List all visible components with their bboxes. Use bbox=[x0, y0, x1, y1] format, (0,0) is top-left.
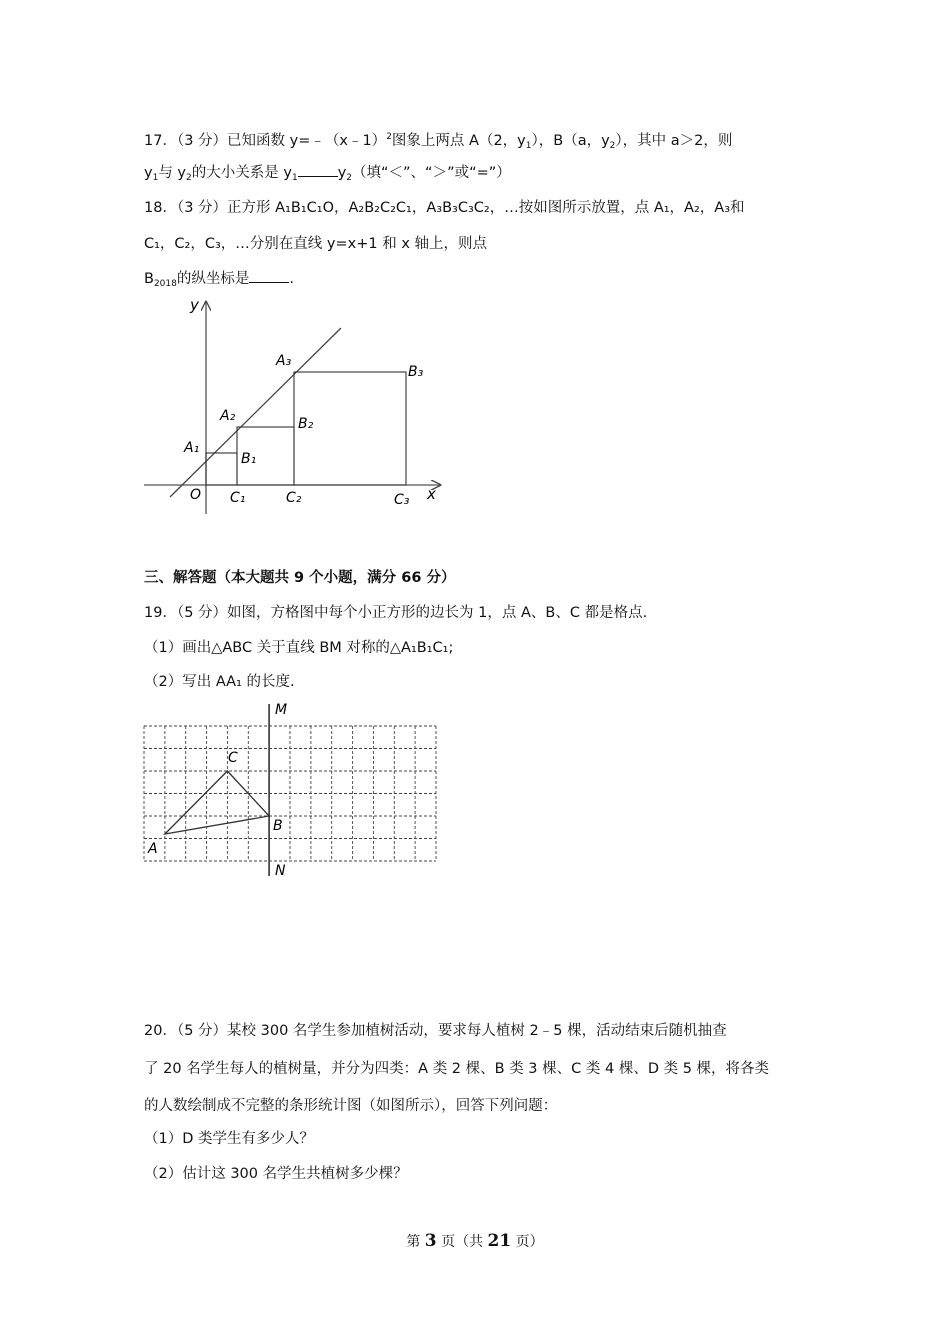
label-A1: A₁ bbox=[184, 440, 200, 456]
label-A3: A₃ bbox=[276, 353, 292, 369]
q17-line2: $y_1$与 $y_2$的大小关系是 $y_1$ $y_2$（填“＜”、“＞”或“=”） bbox=[144, 165, 511, 183]
q18-line3: $B_{2018}$的纵坐标是 . bbox=[144, 271, 294, 289]
label-C1: C₁ bbox=[230, 490, 246, 506]
q20-line3: 的人数绘制成不完整的条形统计图（如图所示），回答下列问题： bbox=[144, 1098, 558, 1114]
label-B1: B₁ bbox=[241, 451, 257, 467]
label-A2: A₂ bbox=[220, 408, 236, 424]
answer-blank bbox=[298, 164, 338, 177]
q19-line2: （1）画出△ABC 关于直线 BM 对称的△A₁B₁C₁; bbox=[144, 640, 454, 656]
label-O: O bbox=[190, 487, 202, 503]
answer-blank bbox=[249, 270, 289, 283]
figure-grid-triangle bbox=[140, 698, 440, 883]
page-footer: 第 3 页（共 21 页） bbox=[406, 1231, 544, 1251]
q19-line3: （2）写出 AA₁ 的长度. bbox=[144, 674, 295, 690]
label-N: N bbox=[275, 863, 286, 879]
label-C3: C₃ bbox=[394, 492, 410, 508]
q18-line2: C₁，C₂，C₃，…分别在直线 y=x+1 和 x 轴上，则点 bbox=[144, 236, 488, 252]
line-y-x-plus-1 bbox=[170, 328, 341, 497]
q17-line1: 17．（3 分）已知函数 y=﹣（x﹣1）$^2$图象上两点 A（2，$y_1$），B（a，$y_2$），其中 a＞2，则 bbox=[144, 132, 733, 151]
label-M: M bbox=[275, 702, 288, 718]
label-x: x bbox=[427, 485, 436, 503]
q20-line2: 了 20 名学生每人的植树量，并分为四类：A 类 2 棵、B 类 3 棵、C 类 4 棵、D 类 5 棵，将各类 bbox=[144, 1061, 770, 1077]
label-C2: C₂ bbox=[286, 490, 302, 506]
label-A: A bbox=[148, 841, 158, 857]
label-B2: B₂ bbox=[298, 416, 314, 432]
label-C: C bbox=[228, 750, 238, 766]
label-B: B bbox=[273, 818, 283, 834]
square-1 bbox=[206, 453, 237, 485]
triangle-ABC bbox=[165, 771, 269, 834]
label-y: y bbox=[190, 296, 199, 314]
label-B3: B₃ bbox=[408, 364, 424, 380]
grid bbox=[144, 726, 436, 861]
q20-line5: （2）估计这 300 名学生共植树多少棵？ bbox=[144, 1166, 408, 1182]
section-title: 三、解答题（本大题共 9 个小题，满分 66 分） bbox=[144, 570, 456, 586]
figure-squares-on-line bbox=[140, 292, 450, 517]
q18-line1: 18．（3 分）正方形 A₁B₁C₁O，A₂B₂C₂C₁，A₃B₃C₃C₂，…按如图所示放置，点 A₁，A₂，A₃和 bbox=[144, 200, 745, 216]
q20-line4: （1）D 类学生有多少人？ bbox=[144, 1131, 314, 1147]
q20-line1: 20．（5 分）某校 300 名学生参加植树活动，要求每人植树 2﹣5 棵，活动结束后随机抽查 bbox=[144, 1023, 727, 1039]
q19-line1: 19．（5 分）如图，方格图中每个小正方形的边长为 1，点 A、B、C 都是格点. bbox=[144, 605, 648, 621]
